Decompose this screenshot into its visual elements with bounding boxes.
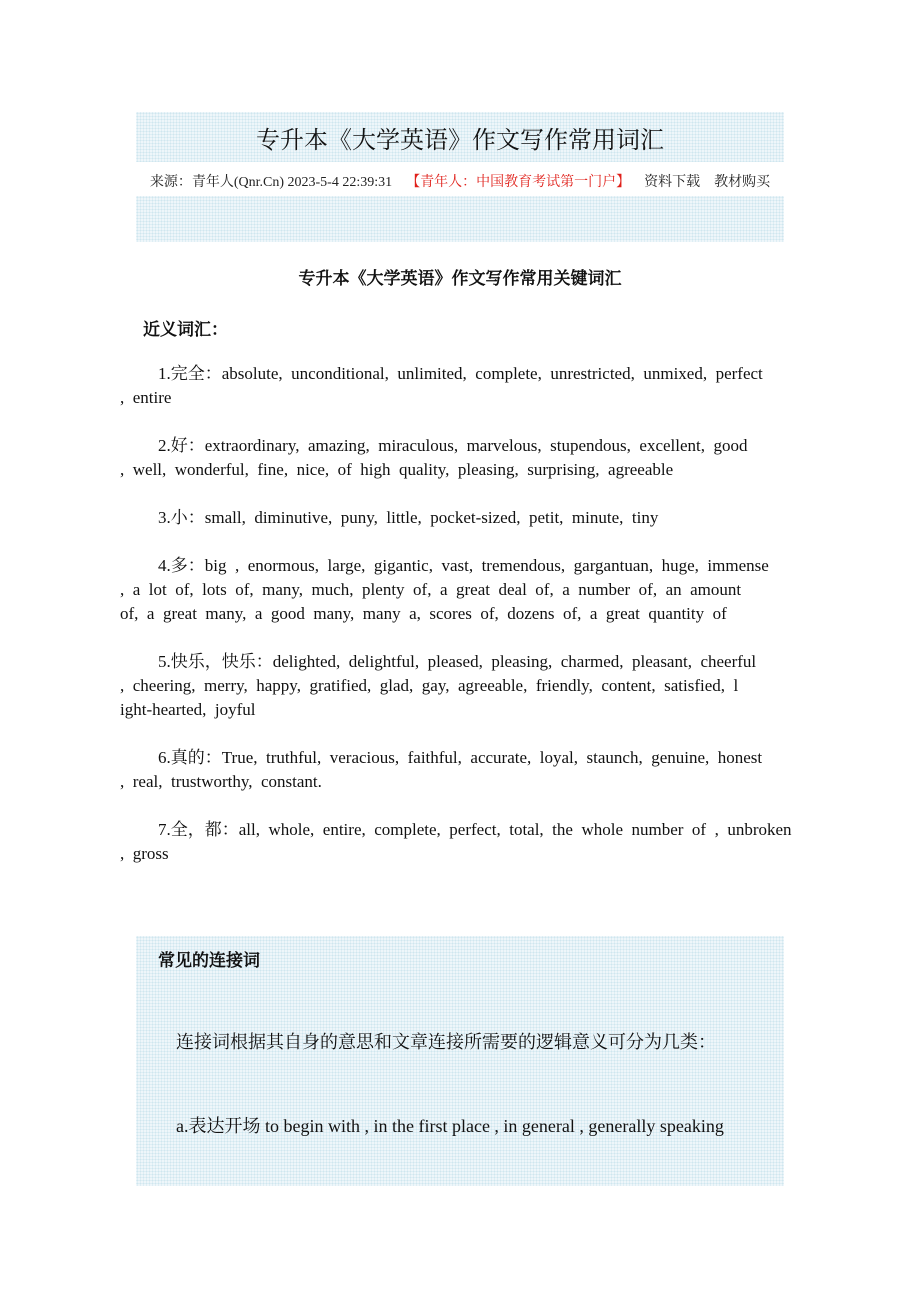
vocab-item bbox=[120, 362, 806, 410]
vocab-line: , entire bbox=[120, 388, 172, 407]
vocab-line: 1.完全：absolute, unconditional, unlimited, complete, unrestricted, unmixed, perfect bbox=[158, 364, 763, 383]
box-paragraph: 连接词根据其自身的意思和文章连接所需要的逻辑意义可分为几类： bbox=[176, 1032, 716, 1052]
vocab-line: , real, trustworthy, constant. bbox=[120, 772, 322, 791]
article-header bbox=[136, 112, 784, 242]
article-subheading: 专升本《大学英语》作文写作常用关键词汇 bbox=[298, 269, 622, 288]
vocab-item bbox=[120, 434, 806, 482]
download-link[interactable]: 资料下载 bbox=[644, 175, 701, 190]
vocab-item bbox=[120, 650, 806, 722]
buy-link[interactable]: 教材购买 bbox=[714, 175, 771, 190]
meta-line bbox=[136, 171, 784, 191]
section-title: 近义词汇： bbox=[143, 320, 228, 339]
meta-source: 来源：青年人(Qnr.Cn) 2023-5-4 22:39:31 bbox=[149, 175, 393, 190]
vocab-line: , cheering, merry, happy, gratified, glad, gay, agreeable, friendly, content, satisfied, l bbox=[120, 676, 739, 695]
vocab-line: , a lot of, lots of, many, much, plenty of, a great deal of, a number of, an amount bbox=[120, 580, 742, 599]
connectives-box bbox=[136, 936, 784, 1186]
meta-brand-link[interactable]: 【青年人：中国教育考试第一门户】 bbox=[406, 175, 631, 190]
vocab-line: ight-hearted, joyful bbox=[120, 700, 256, 719]
vocab-list bbox=[120, 362, 806, 890]
vocab-line: , well, wonderful, fine, nice, of high quality, pleasing, surprising, agreeable bbox=[120, 460, 674, 479]
vocab-item bbox=[120, 554, 806, 626]
box-title: 常见的连接词 bbox=[158, 951, 260, 970]
vocab-line: 7.全，都：all, whole, entire, complete, perfect, total, the whole number of , unbroken bbox=[158, 820, 792, 839]
vocab-line: 2.好：extraordinary, amazing, miraculous, marvelous, stupendous, excellent, good bbox=[158, 436, 748, 455]
vocab-line: 3.小：small, diminutive, puny, little, pocket-sized, petit, minute, tiny bbox=[158, 508, 659, 527]
vocab-line: 6.真的：True, truthful, veracious, faithful, accurate, loyal, staunch, genuine, honest bbox=[158, 748, 763, 767]
vocab-line: , gross bbox=[120, 844, 169, 863]
vocab-item bbox=[120, 506, 806, 530]
box-item-a: a.表达开场 to begin with , in the first place , in general , generally speaking bbox=[176, 1116, 724, 1136]
vocab-line: 5.快乐，快乐：delighted, delightful, pleased, pleasing, charmed, pleasant, cheerful bbox=[158, 652, 757, 671]
page-title: 专升本《大学英语》作文写作常用词汇 bbox=[256, 128, 664, 154]
vocab-item bbox=[120, 818, 806, 866]
vocab-line: 4.多：big , enormous, large, gigantic, vast, tremendous, gargantuan, huge, immense bbox=[158, 556, 769, 575]
vocab-line: of, a great many, a good many, many a, scores of, dozens of, a great quantity of bbox=[120, 604, 727, 623]
vocab-item bbox=[120, 746, 806, 794]
